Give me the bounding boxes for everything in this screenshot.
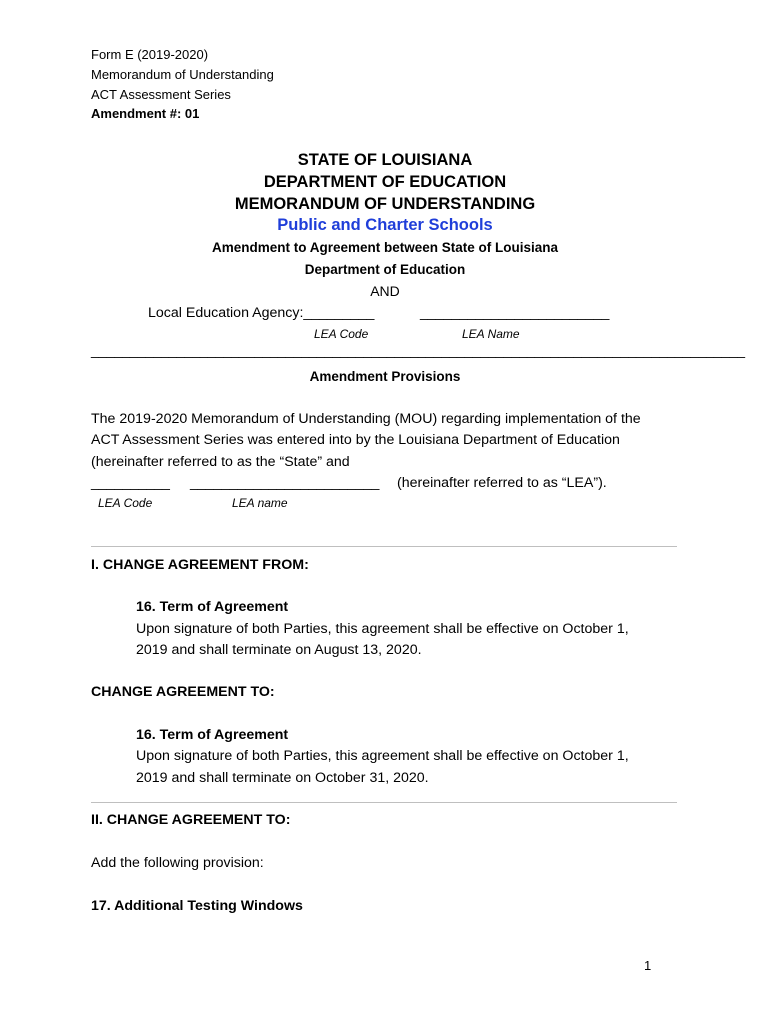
section2-heading: II. CHANGE AGREEMENT TO: (91, 812, 291, 828)
section-divider-2 (91, 802, 677, 803)
series-label: ACT Assessment Series (91, 87, 231, 102)
section1-heading: I. CHANGE AGREEMENT FROM: (91, 557, 309, 573)
and-label: AND (370, 283, 400, 299)
provisions-heading: Amendment Provisions (309, 369, 461, 384)
title-subtitle: Public and Charter Schools (277, 216, 493, 234)
agreement-line2: Department of Education (304, 262, 466, 277)
intro-line2: ACT Assessment Series was entered into by the Louisiana Department of Education (91, 432, 620, 448)
intro-line3: (hereinafter referred to as the “State” and (91, 454, 350, 470)
intro-lea-ref: (hereinafter referred to as “LEA”). (397, 475, 607, 491)
doc-type-label: Memorandum of Understanding (91, 67, 274, 82)
intro-line1: The 2019-2020 Memorandum of Understanding (MOU) regarding implementation of the (91, 411, 641, 427)
section1-line2: 2019 and shall terminate on August 13, 2020. (136, 642, 422, 658)
section2-provision-heading: 17. Additional Testing Windows (91, 898, 303, 914)
intro-code-blank: __________ (91, 475, 170, 491)
page-number: 1 (644, 958, 652, 973)
agreement-line1: Amendment to Agreement between State of Louisiana (211, 240, 559, 255)
title-state: STATE OF LOUISIANA (297, 151, 473, 169)
section1b-line1: Upon signature of both Parties, this agreement shall be effective on October 1, (136, 748, 629, 764)
amendment-number: Amendment #: 01 (91, 106, 200, 121)
title-department: DEPARTMENT OF EDUCATION (263, 173, 507, 191)
lea-name-blank: ________________________ (420, 305, 610, 321)
section-divider-1 (91, 546, 677, 547)
section1-term-heading: 16. Term of Agreement (136, 599, 289, 615)
form-label: Form E (2019-2020) (91, 47, 209, 62)
lea-label: Local Education Agency:_________ (148, 305, 375, 321)
section1b-line2: 2019 and shall terminate on October 31, 2020. (136, 770, 429, 786)
section1b-heading: CHANGE AGREEMENT TO: (91, 684, 275, 700)
lea-name-caption: LEA Name (462, 327, 520, 341)
intro-lea-code-caption: LEA Code (98, 496, 153, 510)
intro-lea-name-caption: LEA name (232, 496, 288, 510)
section1-line1: Upon signature of both Parties, this agreement shall be effective on October 1, (136, 621, 629, 637)
title-mou: MEMORANDUM OF UNDERSTANDING (234, 195, 536, 213)
intro-name-blank: ________________________ (190, 475, 380, 491)
separator-line: ____________________________________________________________________________________ (91, 342, 746, 358)
section2-add-text: Add the following provision: (91, 855, 264, 871)
lea-code-caption: LEA Code (314, 327, 369, 341)
section1b-term-heading: 16. Term of Agreement (136, 727, 289, 743)
